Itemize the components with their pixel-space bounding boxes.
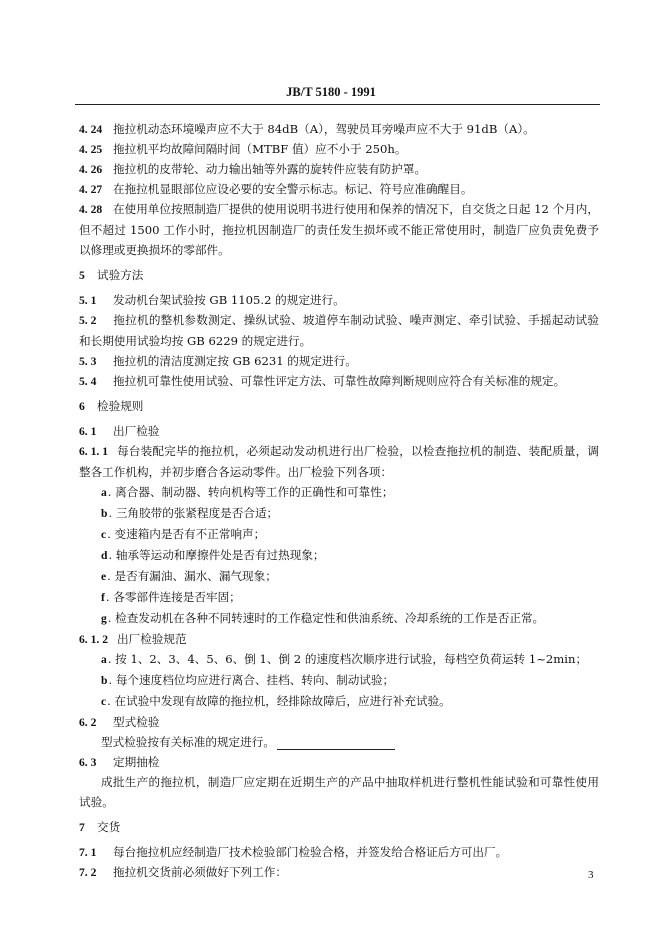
clause-6-1-2: 6. 1. 2 出厂检验规范 <box>79 632 187 646</box>
clause-5-2: 5. 2 拖拉机的整机参数测定、操纵试验、坡道停车制动试验、噪声测定、牵引试验、手摇起动试验和长期使用试验均按 GB 6229 的规定进行。 <box>79 313 599 348</box>
list-item: f. 各零部件连接是否牢固； <box>101 590 241 604</box>
list-item: b. 每个速度档位均应进行离合、挂档、转向、制动试验； <box>101 673 395 687</box>
list-item: c. 在试验中发现有故障的拖拉机，经排除故障后，应进行补充试验。 <box>101 694 451 708</box>
document-body <box>79 119 599 882</box>
section-6-heading: 6 检验规则 <box>79 399 144 413</box>
clause-5-1: 5. 1 发动机台架试验按 GB 1105.2 的规定进行。 <box>79 293 345 307</box>
clause-6-2: 6. 2 型式检验 <box>79 715 160 729</box>
clause-4-28: 4. 28 在使用单位按照制造厂提供的使用说明书进行使用和保养的情况下，自交货之日起 12 个月内，但不超过 1500 工作小时，拖拉机因制造厂的责任发生损坏或不能正常使用时，制造厂应负责免费予以修理或更换损坏的零部件。 <box>79 202 599 257</box>
clause-6-3: 6. 3 定期抽检 <box>79 755 160 769</box>
list-item: a. 按 1、2、3、4、5、6、倒 1、倒 2 的速度档次顺序进行试验，每档空负荷运转 1~2min； <box>101 652 588 666</box>
standard-code-header: JB/T 5180 - 1991 <box>286 85 376 99</box>
header-rule <box>75 104 600 105</box>
list-item: c. 变速箱内是否有不正常响声； <box>101 527 266 541</box>
clause-4-24: 4. 24 拖拉机动态环境噪声应不大于 84dB（A），驾驶员耳旁噪声应不大于 91dB（A）。 <box>79 122 535 136</box>
page-number: 3 <box>588 869 594 881</box>
list-item: d. 轴承等运动和摩擦件处是否有过热现象； <box>101 548 325 562</box>
section-7-heading: 7 交货 <box>79 820 121 834</box>
clause-4-25: 4. 25 拖拉机平均故障间隔时间（MTBF 值）应不小于 250h。 <box>79 142 407 156</box>
clause-6-3-text: 成批生产的拖拉机，制造厂应定期在近期生产的产品中抽取样机进行整机性能试验和可靠性使用试验。 <box>79 775 599 809</box>
clause-6-1: 6. 1 出厂检验 <box>79 424 160 438</box>
clause-7-2: 7. 2 拖拉机交货前必须做好下列工作： <box>79 865 287 879</box>
list-item: g. 检查发动机在各种不同转速时的工作稳定性和供油系统、冷却系统的工作是否正常。 <box>101 611 545 625</box>
list-item: a. 离合器、制动器、转向机构等工作的正确性和可靠性； <box>101 485 394 499</box>
list-item: e. 是否有漏油、漏水、漏气现象； <box>101 569 277 583</box>
clause-7-1: 7. 1 每台拖拉机应经制造厂技术检验部门检验合格，并签发给合格证后方可出厂。 <box>79 845 508 859</box>
list-item: b. 三角胶带的张紧程度是否合适； <box>101 506 279 520</box>
clause-5-3: 5. 3 拖拉机的清洁度测定按 GB 6231 的规定进行。 <box>79 354 357 368</box>
clause-6-1-1: 6. 1. 1 每台装配完毕的拖拉机，必须起动发动机进行出厂检验，以检查拖拉机的制造、装配质量，调整各工作机构，并初步磨合各运动零件。出厂检验下列各项： <box>79 444 599 479</box>
clause-4-27: 4. 27 在拖拉机显眼部位应设必要的安全警示标志。标记、符号应准确醒目。 <box>79 182 473 196</box>
section-divider-rule <box>277 749 395 750</box>
clause-6-2-text: 型式检验按有关标准的规定进行。 <box>101 735 275 749</box>
clause-5-4: 5. 4 拖拉机可靠性使用试验、可靠性评定方法、可靠性故障判断规则应符合有关标准的规定。 <box>79 374 566 388</box>
section-5-heading: 5 试验方法 <box>79 268 144 282</box>
clause-4-26: 4. 26 拖拉机的皮带轮、动力输出轴等外露的旋转件应装有防护罩。 <box>79 162 427 176</box>
